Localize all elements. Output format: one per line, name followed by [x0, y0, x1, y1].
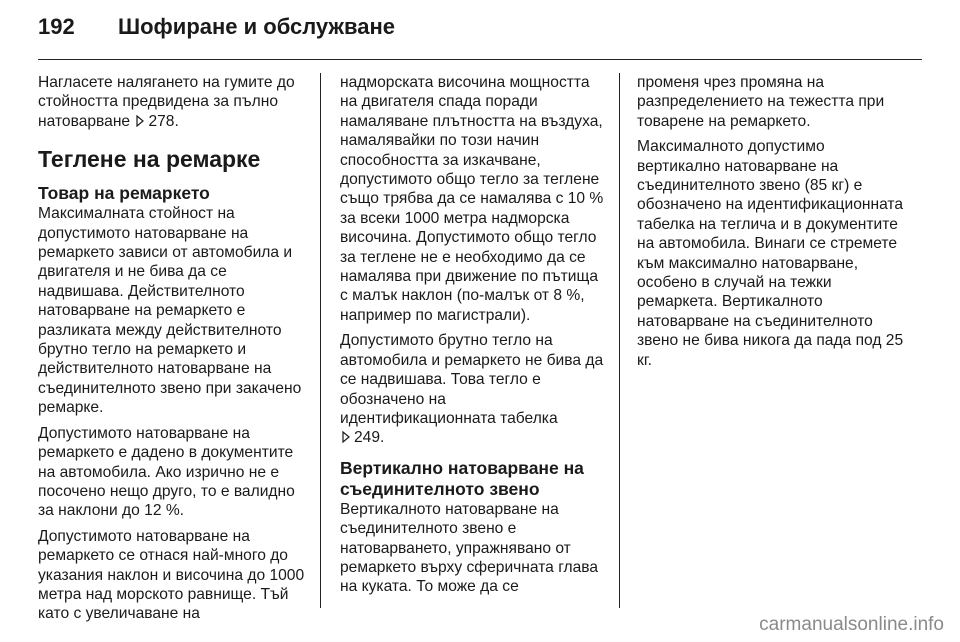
header-divider [38, 59, 922, 60]
intro-paragraph [38, 73, 306, 131]
page-reference-icon [136, 115, 144, 127]
page-header [38, 14, 395, 46]
watermark: carmanualsonline.info [759, 614, 944, 635]
intro-text: Нагласете налягането на гумите до стойността предвидена за пълно натоварване [38, 74, 295, 130]
paragraph: Максималната стойност на допустимото натоварване на ремаркето зависи от автомобила и двигателя и не бива да се надвишава. Действителното натоварване на ремаркето е разликата между действителното брутно тегло на ремаркето и действителното натоварване на съединителното звено при закачено ремарке. [38, 205, 302, 417]
paragraph-text: Допустимото брутно тегло на автомобила и ремаркето не бива да се надвишава. Това тегло е обозначено на идентификационната табелка [340, 332, 604, 427]
intro-page-ref[interactable]: 278. [148, 112, 179, 130]
paragraph: Максималното допустимо вертикално натоварване на съединителното звено (85 кг) е обозначено на идентификационната табелка на теглича и в документите на автомобила. Винаги се стремете към максимално натоварване, особено в случай на тежки ремаркета. Вертикалното натоварване на съединителното звено не бива никога да пада под 25 кг. [637, 138, 904, 369]
column-divider [320, 73, 321, 608]
paragraph: Допустимото натоварване на ремаркето е дадено в документите на автомобила. Ако изрично не е посочено нещо друго, то е валидно за наклони до 12 %. [38, 424, 295, 520]
paragraph: променя чрез промяна на разпределението на тежестта при товарене на ремаркето. [637, 74, 885, 130]
column-divider [619, 73, 620, 608]
paragraph [340, 331, 604, 447]
column-1 [38, 73, 306, 630]
paragraph: Допустимото натоварване на ремаркето се отнася най-много до указания наклон и височина до 1000 метра над морското равнище. Тъй като с увеличаване на [38, 527, 305, 623]
page-number: 192 [38, 14, 75, 39]
page-ref[interactable]: 249. [354, 429, 385, 447]
section-heading: Теглене на ремарке [38, 146, 261, 173]
chapter-title: Шофиране и обслужване [118, 14, 396, 39]
subsection-heading: Вертикално натоварване на съединителното звено [340, 457, 584, 499]
paragraph: Вертикалното натоварване на съединителното звено е натоварването, упражнявано от ремаркето върху сферичната глава на куката. То може да се [340, 500, 599, 596]
column-3 [637, 73, 905, 376]
subsection-heading: Товар на ремаркето [38, 183, 210, 204]
column-2 [340, 73, 604, 603]
page-reference-icon [342, 431, 350, 443]
paragraph: надморската височина мощността на двигателя спада поради намаляване плътността на въздуха, намалявайки по този начин способността за изкачване, допустимото общо тегло за теглене също трябва да се намалява с 10 % за всеки 1000 метра надморска височина. Допустимото общо тегло за теглене не е необходимо да се намалява при движение по пътища с малък наклон (по-малък от 8 %, например по магистрали). [340, 74, 604, 324]
